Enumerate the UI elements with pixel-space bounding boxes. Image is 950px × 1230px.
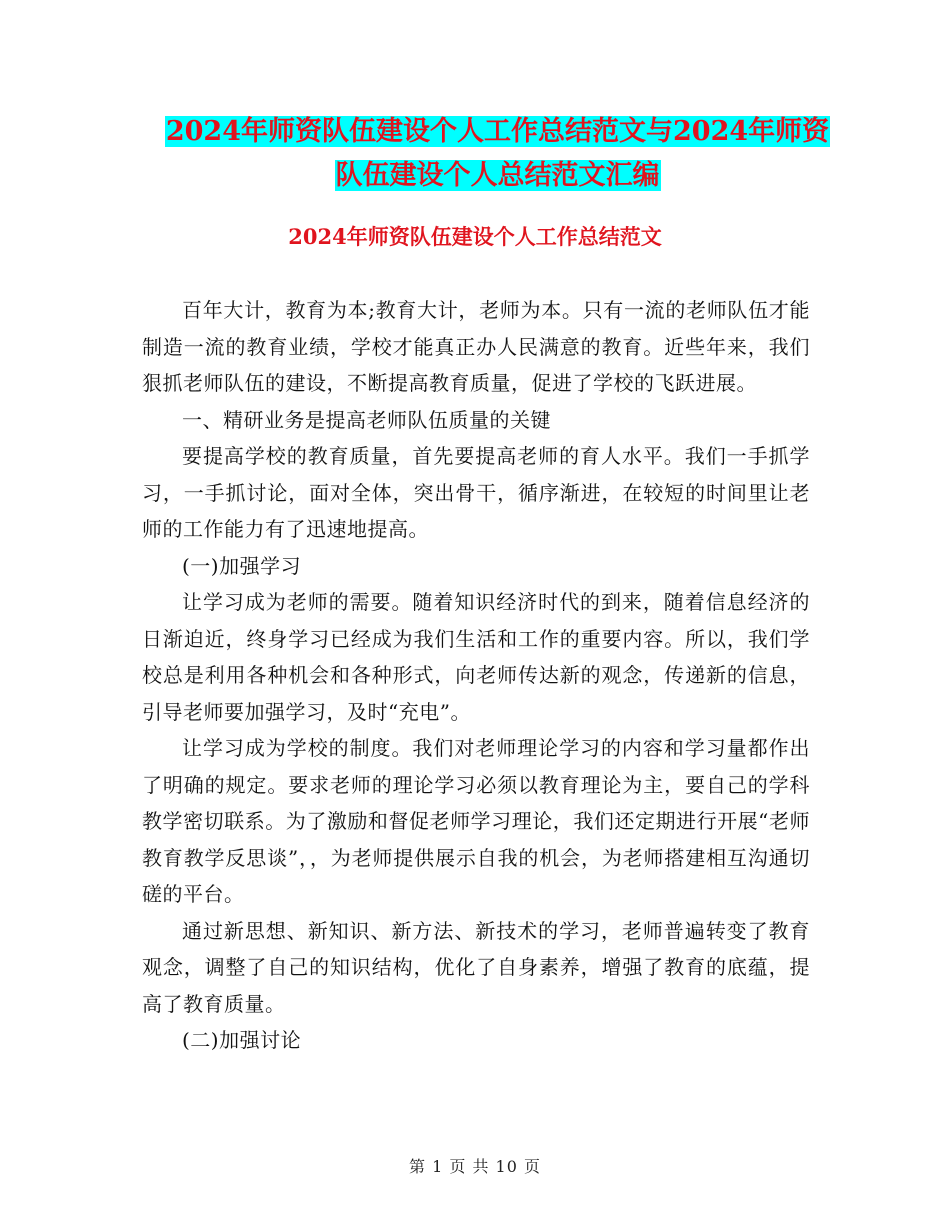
subheading: (二)加强讨论 — [182, 1028, 302, 1052]
document-title-line-2 — [140, 154, 855, 198]
paragraph: 要提高学校的教育质量，首先要提高老师的育人水平。我们一手抓学习，一手抓讨论，面对全体，突出骨干，循序渐进，在较短的时间里让老师的工作能力有了迅速地提高。 — [142, 444, 810, 541]
title-highlight: 2024年师资队伍建设个人工作总结范文与2024年师资 — [165, 116, 830, 147]
subheading: (一)加强学习 — [182, 553, 302, 578]
document-body — [142, 292, 810, 1059]
paragraph: 让学习成为老师的需要。随着知识经济时代的到来，随着信息经济的日渐迫近，终身学习已经成为我们生活和工作的重要内容。所以，我们学校总是利用各种机会和各种形式，向老师传达新的观念，传递新的信息，引导老师要加强学习，及时“充电”。 — [142, 590, 810, 724]
page-number-footer: 第 1 页 共 10 页 — [409, 1157, 541, 1176]
paragraph: 让学习成为学校的制度。我们对老师理论学习的内容和学习量都作出了明确的规定。要求老师的理论学习必须以教育理论为主，要自己的学科教学密切联系。为了激励和督促老师学习理论，我们还定期进行开展“老师教育教学反思谈”，，为老师提供展示自我的机会，为老师搭建相互沟通切磋的平台。 — [142, 736, 810, 906]
document-title-line-1 — [140, 110, 855, 154]
subheading: 一、精研业务是提高老师队伍质量的关键 — [182, 407, 551, 432]
section-heading: 2024年师资队伍建设个人工作总结范文 — [288, 224, 662, 249]
paragraph: 百年大计，教育为本;教育大计，老师为本。只有一流的老师队伍才能制造一流的教育业绩，学校才能真正办人民满意的教育。近些年来，我们狠抓老师队伍的建设，不断提高教育质量，促进了学校的飞跃进展。 — [142, 298, 810, 395]
title-highlight: 队伍建设个人总结范文汇编 — [335, 160, 660, 191]
paragraph: 通过新思想、新知识、新方法、新技术的学习，老师普遍转变了教育观念，调整了自己的知识结构，优化了自身素养，增强了教育的底蕴，提高了教育质量。 — [142, 918, 810, 1016]
